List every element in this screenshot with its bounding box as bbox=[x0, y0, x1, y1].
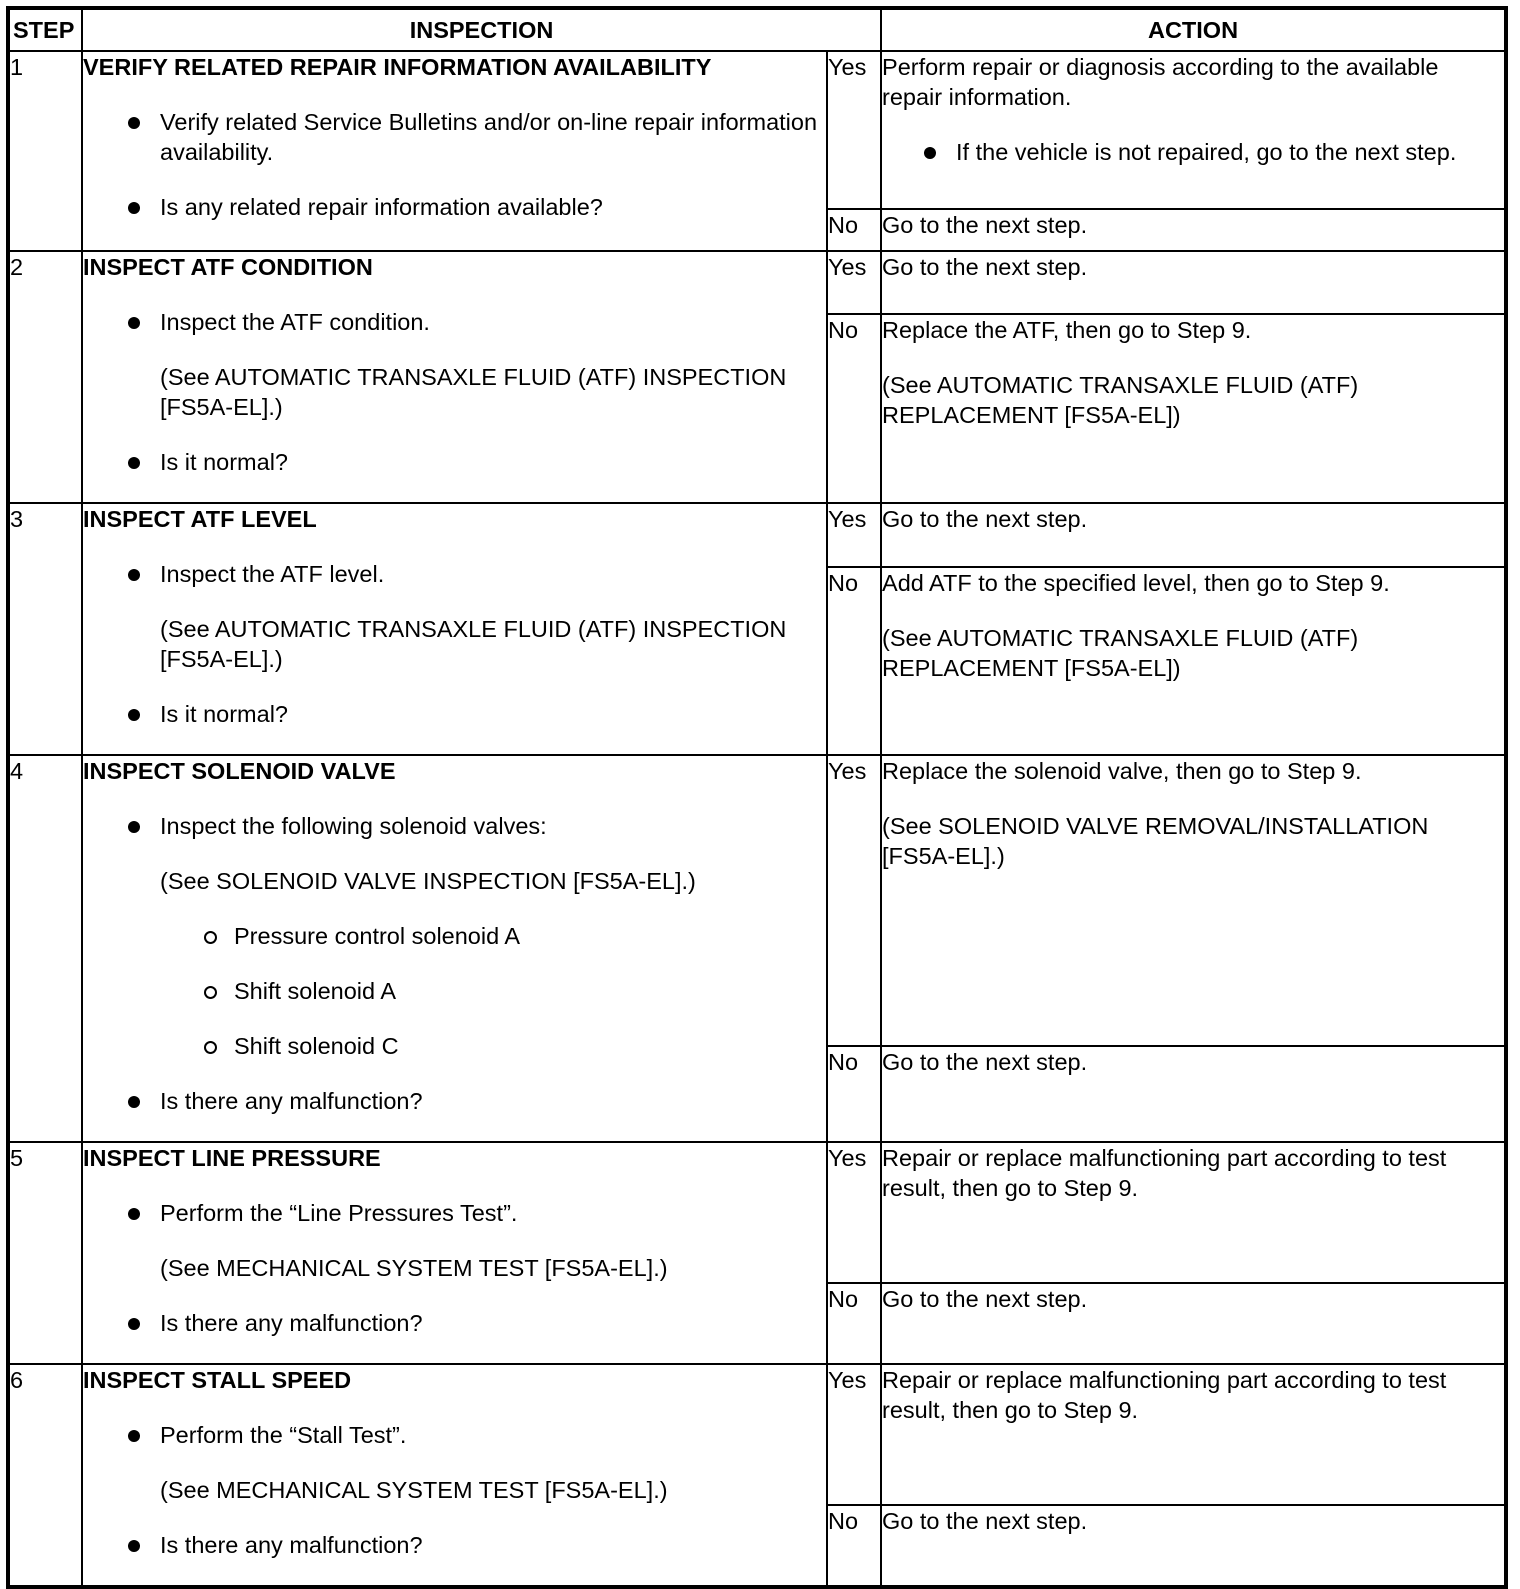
yes-action: Go to the next step. bbox=[882, 506, 1088, 532]
step-number: 3 bbox=[8, 503, 82, 755]
diagnostic-table bbox=[6, 6, 1508, 1589]
inspection-reference: (See MECHANICAL SYSTEM TEST [FS5A-EL].) bbox=[160, 1477, 668, 1503]
inspection-question: Is it normal? bbox=[83, 699, 826, 729]
no-action-cell bbox=[881, 567, 1506, 755]
inspection-reference: (See SOLENOID VALVE INSPECTION [FS5A-EL].) bbox=[160, 868, 696, 894]
inspection-cell bbox=[82, 503, 827, 755]
inspection-bullet: Inspect the ATF condition. bbox=[83, 307, 826, 337]
inspection-question: Is there any malfunction? bbox=[83, 1308, 826, 1338]
inspection-title: INSPECT SOLENOID VALVE bbox=[83, 758, 396, 784]
step-number: 2 bbox=[8, 251, 82, 503]
yes-action: Repair or replace malfunctioning part according to test result, then go to Step 9. bbox=[882, 1145, 1447, 1201]
yes-action-cell bbox=[881, 755, 1506, 1046]
inspection-bullet: Inspect the ATF level. bbox=[83, 559, 826, 589]
yes-action-cell bbox=[881, 51, 1506, 209]
no-action-cell bbox=[881, 1283, 1506, 1364]
no-action: Add ATF to the specified level, then go to Step 9. bbox=[882, 569, 1390, 596]
action-header: ACTION bbox=[881, 8, 1506, 51]
step-row bbox=[8, 1142, 1506, 1283]
inspection-reference: (See MECHANICAL SYSTEM TEST [FS5A-EL].) bbox=[160, 1255, 668, 1281]
no-action: Replace the ATF, then go to Step 9. bbox=[882, 316, 1252, 343]
yes-label: Yes bbox=[827, 251, 881, 314]
no-action: Go to the next step. bbox=[882, 212, 1088, 238]
yes-action: Repair or replace malfunctioning part according to test result, then go to Step 9. bbox=[882, 1367, 1447, 1423]
yes-label: Yes bbox=[827, 1364, 881, 1505]
no-label: No bbox=[827, 1046, 881, 1142]
inspection-cell bbox=[82, 251, 827, 503]
inspection-question: Is there any malfunction? bbox=[83, 1086, 826, 1116]
inspection-cell bbox=[82, 1142, 827, 1364]
yes-label: Yes bbox=[827, 755, 881, 1046]
inspection-title: INSPECT ATF LEVEL bbox=[83, 506, 317, 532]
step-number: 6 bbox=[8, 1364, 82, 1587]
solenoid-list-item: Pressure control solenoid A bbox=[83, 921, 826, 951]
step-header: STEP bbox=[8, 8, 82, 51]
yes-action: Go to the next step. bbox=[882, 254, 1088, 280]
no-action: Go to the next step. bbox=[882, 1285, 1088, 1312]
no-action-reference: (See AUTOMATIC TRANSAXLE FLUID (ATF) REPLACEMENT [FS5A-EL]) bbox=[882, 624, 1359, 681]
step-row bbox=[8, 251, 1506, 314]
yes-label: Yes bbox=[827, 503, 881, 567]
inspection-title: VERIFY RELATED REPAIR INFORMATION AVAILABILITY bbox=[83, 54, 712, 80]
step-row bbox=[8, 503, 1506, 567]
no-action-cell bbox=[881, 1505, 1506, 1587]
yes-label: Yes bbox=[827, 1142, 881, 1283]
inspection-bullet: Perform the “Line Pressures Test”. bbox=[83, 1198, 826, 1228]
solenoid-list-item: Shift solenoid C bbox=[83, 1031, 826, 1061]
yes-action-bullet: If the vehicle is not repaired, go to the next step. bbox=[882, 137, 1504, 167]
no-action-cell bbox=[881, 209, 1506, 251]
inspection-bullet: Perform the “Stall Test”. bbox=[83, 1420, 826, 1450]
step-number: 5 bbox=[8, 1142, 82, 1364]
yes-action-cell bbox=[881, 503, 1506, 567]
inspection-title: INSPECT LINE PRESSURE bbox=[83, 1145, 381, 1171]
header-row bbox=[8, 8, 1506, 51]
step-row bbox=[8, 755, 1506, 1046]
step-number: 1 bbox=[8, 51, 82, 251]
solenoid-list-item: Shift solenoid A bbox=[83, 976, 826, 1006]
yes-action: Replace the solenoid valve, then go to Step 9. bbox=[882, 758, 1362, 784]
inspection-question: Is there any malfunction? bbox=[83, 1530, 826, 1560]
yes-label: Yes bbox=[827, 51, 881, 209]
inspection-title: INSPECT STALL SPEED bbox=[83, 1367, 352, 1393]
inspection-header: INSPECTION bbox=[82, 8, 881, 51]
inspection-title: INSPECT ATF CONDITION bbox=[83, 254, 373, 280]
no-action-cell bbox=[881, 314, 1506, 503]
yes-action-reference: (See SOLENOID VALVE REMOVAL/INSTALLATION [FS5A-EL].) bbox=[882, 813, 1429, 869]
no-label: No bbox=[827, 567, 881, 755]
no-action: Go to the next step. bbox=[882, 1049, 1088, 1076]
step-number: 4 bbox=[8, 755, 82, 1142]
inspection-cell bbox=[82, 51, 827, 251]
inspection-cell bbox=[82, 755, 827, 1142]
inspection-reference: (See AUTOMATIC TRANSAXLE FLUID (ATF) INSPECTION [FS5A-EL].) bbox=[160, 364, 787, 420]
no-label: No bbox=[827, 209, 881, 251]
inspection-bullet: Verify related Service Bulletins and/or on-line repair information availability. bbox=[83, 107, 826, 167]
yes-action-cell bbox=[881, 251, 1506, 314]
no-label: No bbox=[827, 314, 881, 503]
step-row bbox=[8, 1364, 1506, 1505]
inspection-cell bbox=[82, 1364, 827, 1587]
no-action-reference: (See AUTOMATIC TRANSAXLE FLUID (ATF) REPLACEMENT [FS5A-EL]) bbox=[882, 371, 1359, 428]
yes-action-cell bbox=[881, 1142, 1506, 1283]
inspection-bullet: Inspect the following solenoid valves: bbox=[83, 811, 826, 841]
yes-action: Perform repair or diagnosis according to the available repair information. bbox=[882, 54, 1439, 110]
no-label: No bbox=[827, 1283, 881, 1364]
no-action: Go to the next step. bbox=[882, 1507, 1088, 1534]
inspection-question: Is any related repair information available? bbox=[83, 192, 826, 222]
inspection-question: Is it normal? bbox=[83, 447, 826, 477]
step-row bbox=[8, 51, 1506, 209]
no-action-cell bbox=[881, 1046, 1506, 1142]
no-label: No bbox=[827, 1505, 881, 1587]
inspection-reference: (See AUTOMATIC TRANSAXLE FLUID (ATF) INSPECTION [FS5A-EL].) bbox=[160, 616, 787, 672]
yes-action-cell bbox=[881, 1364, 1506, 1505]
